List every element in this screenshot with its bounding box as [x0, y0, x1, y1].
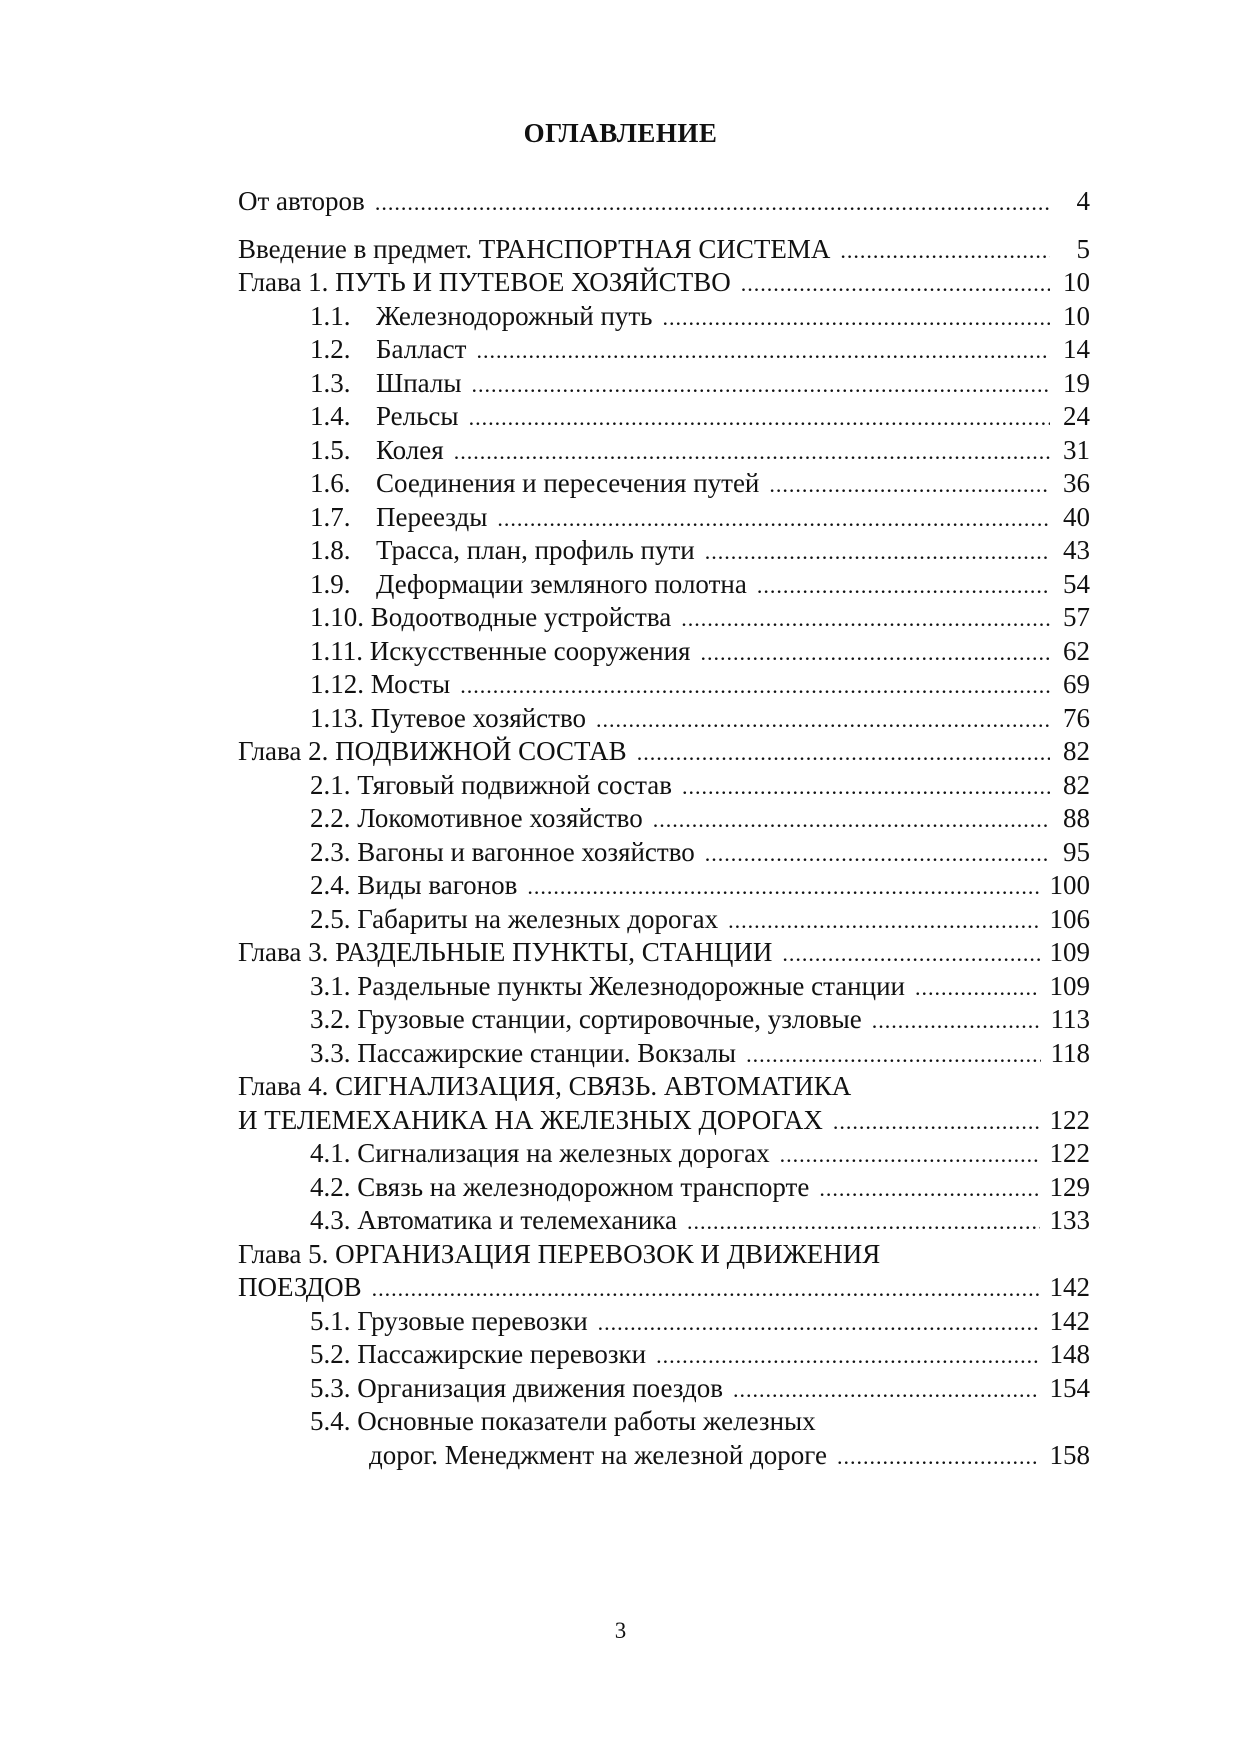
toc-entry-label: 1.12. Мосты: [310, 669, 451, 699]
toc-entry-label: 1.10. Водоотводные устройства: [310, 602, 672, 632]
toc-entry-section-1-12[interactable]: [238, 668, 1090, 702]
toc-entry-page: 142: [1049, 1272, 1090, 1302]
toc-entry-section-1-4[interactable]: [238, 400, 1090, 434]
toc-entry-page: 10: [1063, 267, 1090, 297]
toc-entry-page: 148: [1049, 1339, 1090, 1369]
toc-entry-label: 2.5. Габариты на железных дорогах: [310, 903, 719, 934]
toc-entry-page: 36: [1063, 468, 1090, 498]
dot-leader: [705, 836, 1050, 870]
toc-entry-section-4-2[interactable]: [238, 1171, 1090, 1205]
toc-entry-chapter-3[interactable]: [238, 936, 1090, 970]
dot-leader: [454, 434, 1050, 468]
toc-entry-page: 31: [1063, 434, 1090, 465]
toc-entry-page: 122: [1049, 1138, 1090, 1168]
toc-entry-label: 1.13. Путевое хозяйство: [310, 702, 587, 733]
dot-leader: [663, 300, 1051, 334]
dot-leader: [819, 1171, 1039, 1205]
dot-leader: [687, 1204, 1039, 1238]
toc-entry-label: 3.1. Раздельные пункты Железнодорожные станции: [310, 970, 905, 1001]
toc-entry-page: 158: [1049, 1439, 1090, 1470]
dot-leader: [837, 1439, 1040, 1473]
toc-entry-section-5-4[interactable]: [238, 1439, 1090, 1473]
toc-entry-page: 57: [1063, 602, 1090, 632]
toc-entry-label: 5.3. Организация движения поездов: [310, 1372, 723, 1403]
toc-entry-label: ПОЕЗДОВ: [238, 1272, 362, 1302]
toc-entry-chapter-4[interactable]: [238, 1104, 1090, 1138]
toc-entry-section-5-3[interactable]: [238, 1372, 1090, 1406]
toc-entry-section-2-1[interactable]: [238, 769, 1090, 803]
section-number: 1.4.: [310, 401, 351, 431]
dot-leader: [682, 769, 1050, 803]
toc-entry-label: Деформации земляного полотна: [376, 568, 747, 599]
dot-leader: [472, 367, 1050, 401]
toc-entry-page: 14: [1063, 334, 1090, 364]
toc-entry-section-2-2[interactable]: [238, 802, 1090, 836]
toc-entry-section-2-3[interactable]: [238, 836, 1090, 870]
dot-leader: [705, 534, 1050, 568]
toc-entry-page: 24: [1063, 401, 1090, 431]
toc-entry-page: 133: [1049, 1205, 1090, 1235]
dot-leader: [476, 333, 1050, 367]
toc-entry-page: 76: [1063, 702, 1090, 733]
toc-entry-section-2-5[interactable]: [238, 903, 1090, 937]
toc-entry-page: 113: [1050, 1004, 1090, 1034]
toc-entry-page: 43: [1063, 535, 1090, 565]
toc-entry-label: 2.4. Виды вагонов: [310, 870, 518, 900]
toc-entry-page: 100: [1049, 870, 1090, 900]
toc-chapter-5-first-line: Глава 5. ОРГАНИЗАЦИЯ ПЕРЕВОЗОК И ДВИЖЕНИЯ: [238, 1238, 881, 1269]
toc-entry-section-1-9[interactable]: [238, 568, 1090, 602]
dot-leader: [372, 1271, 1040, 1305]
section-number: 1.2.: [310, 334, 351, 364]
toc-entry-label: Введение в предмет. ТРАНСПОРТНАЯ СИСТЕМА: [238, 233, 831, 264]
toc-entry-page: 4: [1076, 186, 1090, 216]
section-number: 1.5.: [310, 434, 351, 465]
toc-entry-page: 5: [1076, 233, 1090, 264]
toc-entry-section-4-3[interactable]: [238, 1204, 1090, 1238]
dot-leader: [469, 400, 1050, 434]
toc-entry-label: 5.1. Грузовые перевозки: [310, 1305, 588, 1336]
toc-entry-section-3-2[interactable]: [238, 1003, 1090, 1037]
dot-leader: [460, 668, 1050, 702]
dot-leader: [527, 869, 1039, 903]
toc-entry-page: 106: [1049, 903, 1090, 934]
toc-entry-label: 4.1. Сигнализация на железных дорогах: [310, 1138, 770, 1168]
toc-entry-chapter-5[interactable]: [238, 1271, 1090, 1305]
dot-leader: [375, 185, 1050, 219]
dot-leader: [872, 1003, 1041, 1037]
page-number: 3: [614, 1618, 627, 1643]
dot-leader: [653, 802, 1050, 836]
toc-entry-section-1-5[interactable]: [238, 434, 1090, 468]
toc-entry-section-1-10[interactable]: [238, 601, 1090, 635]
section-number: 1.9.: [310, 568, 351, 599]
toc-entry-page: 69: [1063, 669, 1090, 699]
toc-entry-label: Трасса, план, профиль пути: [376, 535, 695, 565]
toc-entry-section-3-1[interactable]: [238, 970, 1090, 1004]
toc-entry-chapter-2[interactable]: [238, 735, 1090, 769]
dot-leader: [497, 501, 1050, 535]
toc-entry-label: Соединения и пересечения путей: [376, 468, 760, 498]
toc-entry-label: И ТЕЛЕМЕХАНИКА НА ЖЕЛЕЗНЫХ ДОРОГАХ: [238, 1104, 823, 1135]
section-number: 1.1.: [310, 300, 351, 331]
toc-entry-label: Железнодорожный путь: [376, 300, 653, 331]
toc-entry-page: 54: [1063, 568, 1090, 599]
dot-leader: [915, 970, 1040, 1004]
toc-entry-page: 95: [1063, 836, 1090, 867]
toc-entry-label: Колея: [376, 434, 444, 465]
toc-entry-section-1-13[interactable]: [238, 702, 1090, 736]
toc-entry-label: 4.3. Автоматика и телемеханика: [310, 1205, 678, 1235]
toc-entry-label: 5.2. Пассажирские перевозки: [310, 1339, 647, 1369]
dot-leader: [769, 467, 1050, 501]
dot-leader: [746, 1037, 1040, 1071]
dot-leader: [757, 568, 1050, 602]
toc-entry-label: 3.3. Пассажирские станции. Вокзалы: [310, 1037, 737, 1068]
dot-leader: [840, 233, 1050, 267]
toc-entry-page: 109: [1049, 970, 1090, 1001]
dot-leader: [681, 601, 1050, 635]
toc-entry-page: 19: [1063, 367, 1090, 398]
toc-entry-section-1-8[interactable]: [238, 534, 1090, 568]
toc-entry-label: Глава 1. ПУТЬ И ПУТЕВОЕ ХОЗЯЙСТВО: [238, 267, 731, 297]
toc-entry-section-1-1[interactable]: [238, 300, 1090, 334]
dot-leader: [700, 635, 1050, 669]
dot-leader: [833, 1104, 1040, 1138]
dot-leader: [733, 1372, 1040, 1406]
toc-entry-label: Рельсы: [376, 401, 459, 431]
dot-leader: [741, 266, 1050, 300]
dot-leader: [598, 1305, 1040, 1339]
section-number: 1.6.: [310, 468, 351, 498]
toc-entry-page: 10: [1063, 300, 1090, 331]
page-title: ОГЛАВЛЕНИЕ: [523, 118, 718, 148]
toc-entry-section-1-2[interactable]: [238, 333, 1090, 367]
toc-entry-page: 82: [1063, 736, 1090, 766]
toc-entry-label: дорог. Менеджмент на железной дороге: [369, 1439, 827, 1470]
toc-entry-section-1-7[interactable]: [238, 501, 1090, 535]
toc-entry-label: 4.2. Связь на железнодорожном транспорте: [310, 1171, 810, 1202]
toc-chapter-4-first-line: Глава 4. СИГНАЛИЗАЦИЯ, СВЯЗЬ. АВТОМАТИКА: [238, 1071, 852, 1101]
toc-entry-page: 109: [1049, 937, 1090, 967]
section-number: 1.3.: [310, 367, 351, 398]
toc-entry-label: Глава 3. РАЗДЕЛЬНЫЕ ПУНКТЫ, СТАНЦИИ: [238, 937, 773, 967]
dot-leader: [782, 936, 1039, 970]
toc-entry-section-2-4[interactable]: [238, 869, 1090, 903]
toc-entry-introduction[interactable]: [238, 233, 1090, 267]
toc-entry-section-3-3[interactable]: [238, 1037, 1090, 1071]
toc-entry-from-authors[interactable]: [238, 185, 1090, 219]
toc-entry-label: 2.3. Вагоны и вагонное хозяйство: [310, 836, 695, 867]
toc-entry-label: 1.11. Искусственные сооружения: [310, 635, 691, 666]
toc-entry-section-1-3[interactable]: [238, 367, 1090, 401]
dot-leader: [728, 903, 1039, 937]
toc-entry-page: 154: [1049, 1372, 1090, 1403]
toc-entry-label: 3.2. Грузовые станции, сортировочные, узловые: [310, 1004, 862, 1034]
toc-entry-page: 122: [1049, 1104, 1090, 1135]
toc-entry-section-5-2[interactable]: [238, 1338, 1090, 1372]
dot-leader: [596, 702, 1050, 736]
toc-section-5-4-first-line: 5.4. Основные показатели работы железных: [310, 1406, 816, 1436]
toc-entry-page: 142: [1049, 1305, 1090, 1336]
dot-leader: [637, 735, 1050, 769]
toc-entry-label: Переезды: [376, 501, 488, 532]
table-of-contents: [238, 185, 1090, 1472]
toc-entry-page: 88: [1063, 803, 1090, 833]
toc-entry-section-4-1[interactable]: [238, 1137, 1090, 1171]
dot-leader: [656, 1338, 1039, 1372]
section-number: 1.7.: [310, 501, 351, 532]
toc-entry-label: 2.1. Тяговый подвижной состав: [310, 769, 673, 800]
dot-leader: [780, 1137, 1040, 1171]
section-number: 1.8.: [310, 535, 351, 565]
toc-entry-page: 118: [1050, 1037, 1090, 1068]
toc-entry-page: 62: [1063, 635, 1090, 666]
toc-entry-page: 82: [1063, 769, 1090, 800]
toc-entry-label: От авторов: [238, 186, 365, 216]
toc-entry-chapter-1[interactable]: [238, 266, 1090, 300]
toc-entry-label: Балласт: [376, 334, 467, 364]
toc-entry-section-5-1[interactable]: [238, 1305, 1090, 1339]
toc-entry-section-1-6[interactable]: [238, 467, 1090, 501]
toc-entry-label: Шпалы: [376, 367, 462, 398]
toc-entry-page: 40: [1063, 501, 1090, 532]
toc-entry-label: Глава 2. ПОДВИЖНОЙ СОСТАВ: [238, 736, 627, 766]
toc-entry-page: 129: [1049, 1171, 1090, 1202]
toc-entry-label: 2.2. Локомотивное хозяйство: [310, 803, 643, 833]
toc-entry-section-1-11[interactable]: [238, 635, 1090, 669]
